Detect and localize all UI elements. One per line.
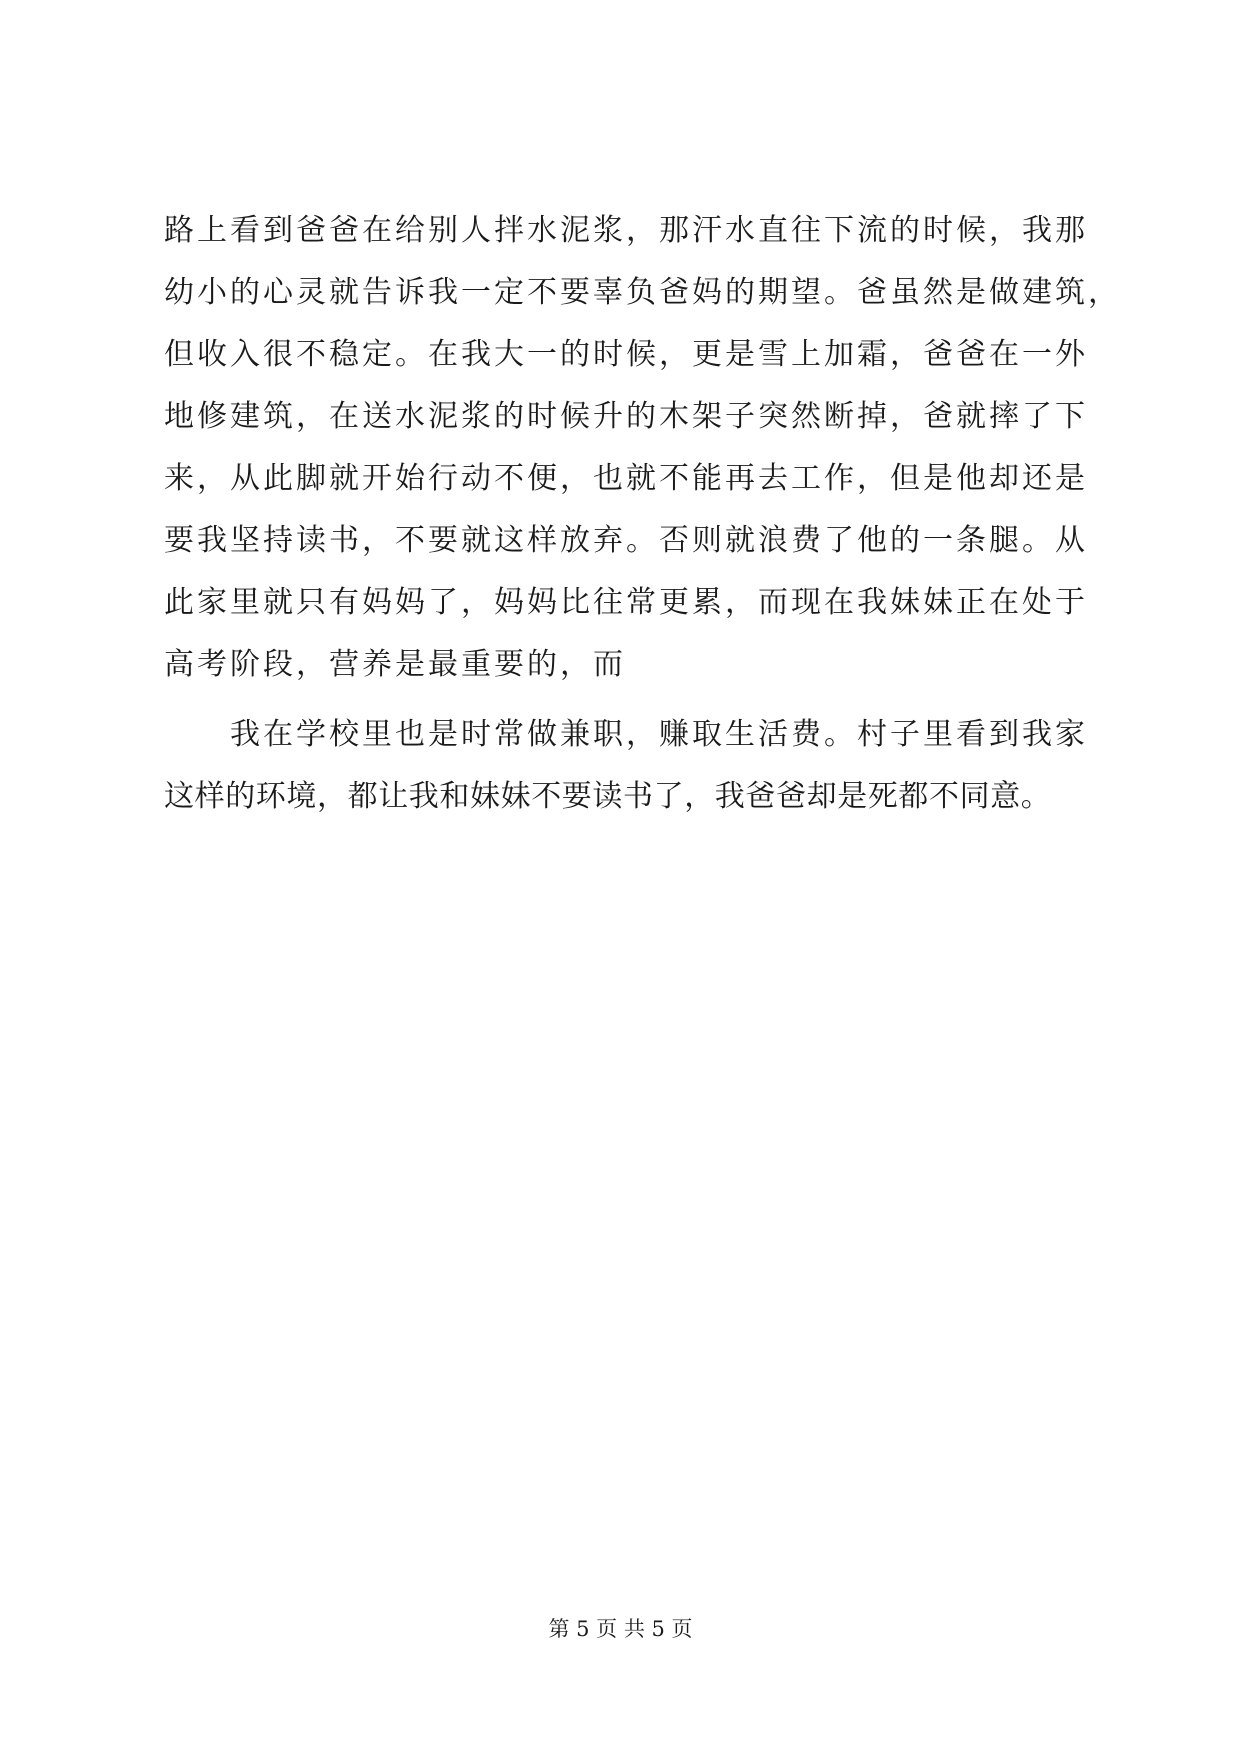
text-line: 高考阶段，营养是最重要的，而 [164,647,626,682]
text-line: 此家里就只有妈妈了，妈妈比往常更累，而现在我妹妹正在处于 [164,585,1088,620]
text-line: 我在学校里也是时常做兼职，赚取生活费。村子里看到我家 [230,717,1088,752]
text-line: 路上看到爸爸在给别人拌水泥浆，那汗水直往下流的时候，我那 [164,213,1088,248]
text-line: 幼小的心灵就告诉我一定不要辜负爸妈的期望。爸虽然是做建筑， [164,275,1121,310]
paragraph-2 [164,704,1124,828]
text-line: 这样的环境，都让我和妹妹不要读书了，我爸爸却是死都不同意。 [164,779,1052,814]
text-line: 要我坚持读书，不要就这样放弃。否则就浪费了他的一条腿。从 [164,523,1088,558]
paragraph-1 [164,200,1124,696]
document-body [164,200,1124,828]
page-number-footer: 第 5 页 共 5 页 [548,1617,693,1641]
text-line: 地修建筑，在送水泥浆的时候升的木架子突然断掉，爸就摔了下 [164,399,1088,434]
text-line: 但收入很不稳定。在我大一的时候，更是雪上加霜，爸爸在一外 [164,337,1088,372]
text-line: 来，从此脚就开始行动不便，也就不能再去工作，但是他却还是 [164,461,1088,496]
